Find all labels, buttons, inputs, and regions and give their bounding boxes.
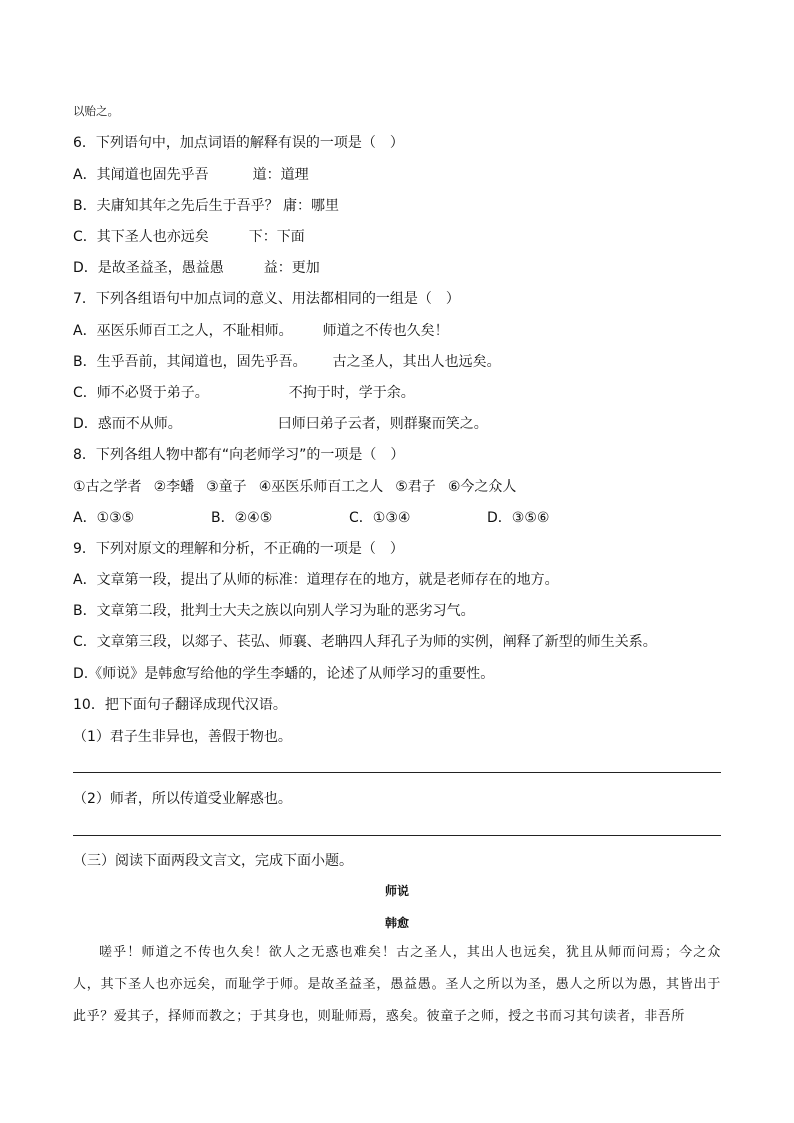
q7-option-d (73, 414, 488, 434)
q7-a-left: A．巫医乐师百工之人，不耻相师。 (73, 323, 293, 339)
q6-a-explain: 道：道理 (252, 167, 309, 183)
q6-option-d (73, 258, 320, 278)
passage-title: 师说 (384, 884, 409, 898)
q7-c-right: 不拘于时，学于余。 (288, 385, 415, 401)
q6-d-explain: 益：更加 (263, 260, 320, 276)
q10-sentence-1: （1）君子生非异也，善假于物也。 (73, 729, 292, 745)
q6-option-a (73, 165, 309, 185)
q7-d-left: D．惑而不从师。 (73, 416, 182, 432)
q6-c-explain: 下：下面 (248, 229, 305, 245)
q8-option-d: D．③⑤⑥ (487, 510, 550, 526)
q8-stem: 8．下列各组人物中都有“向老师学习”的一项是（ ） (73, 447, 405, 463)
passage-text: 嗟乎！师道之不传也久矣！欲人之无惑也难矣！古之圣人，其出人也远矣，犹且从师而问焉；今之众人，其下圣人也亦远矣，而耻学于师。是故圣益圣，愚益愚。圣人之所以为圣，愚人之所以为愚，其皆出于此乎？爱其子，择师而教之；于其身也，则耻师焉，惑矣。彼童子之师，授之书而习其句读者，非吾所 (73, 945, 721, 1024)
q8-item-6: ⑥今之众人 (447, 479, 517, 495)
q7-d-right: 曰师曰弟子云者，则群聚而笑之。 (277, 416, 488, 432)
q8-option-c: C．①③④ (349, 510, 411, 526)
q9-option-a: A．文章第一段，提出了从师的标准：道理存在的地方，就是老师存在的地方。 (73, 572, 559, 588)
q10-answer-line-2[interactable] (73, 835, 721, 836)
q9-option-d: D.《师说》是韩愈写给他的学生李蟠的，论述了从师学习的重要性。 (73, 666, 495, 682)
q7-a-right: 师道之不传也久矣！ (322, 323, 449, 339)
q7-option-a (73, 321, 449, 341)
q8-option-b: B．②④⑤ (211, 510, 273, 526)
q10-answer-line-1[interactable] (73, 772, 721, 773)
q6-option-c (73, 227, 305, 247)
q8-item-1: ①古之学者 (73, 479, 142, 495)
q10-sentence-2: （2）师者，所以传道受业解惑也。 (73, 791, 292, 807)
q8-options (73, 508, 549, 528)
q6-option-b: B．夫庸知其年之先后生于吾乎？ 庸：哪里 (73, 198, 340, 214)
q6-a-sentence: A．其闻道也固先乎吾 (73, 167, 209, 183)
q6-stem: 6．下列语句中，加点词语的解释有误的一项是（ ） (73, 135, 404, 151)
q8-item-3: ③童子 (206, 479, 247, 495)
q6-d-sentence: D．是故圣益圣，愚益愚 (73, 260, 224, 276)
q10-stem: 10．把下面句子翻译成现代汉语。 (73, 697, 287, 713)
q6-c-sentence: C．其下圣人也亦远矣 (73, 229, 209, 245)
q7-b-right: 古之圣人，其出人也远矣。 (332, 354, 501, 370)
q9-stem: 9．下列对原文的理解和分析，不正确的一项是（ ） (73, 541, 404, 557)
section3-intro: （三）阅读下面两段文言文，完成下面小题。 (73, 853, 353, 869)
passage-author: 韩愈 (384, 916, 409, 930)
q9-option-c: C．文章第三段，以郯子、苌弘、师襄、老聃四人拜孔子为师的实例，阐释了新型的师生关系。 (73, 634, 657, 650)
q7-stem: 7．下列各组语句中加点词的意义、用法都相同的一组是（ ） (73, 291, 460, 307)
q8-item-5: ⑤君子 (395, 479, 436, 495)
q8-option-a: A．①③⑤ (73, 510, 135, 526)
top-fragment: 以贻之。 (73, 104, 119, 118)
q9-option-b: B．文章第二段，批判士大夫之族以向别人学习为耻的恶劣习气。 (73, 603, 475, 619)
q7-option-c (73, 383, 415, 403)
q8-items (73, 477, 516, 497)
q8-item-4: ④巫医乐师百工之人 (258, 479, 384, 495)
q7-option-b (73, 352, 501, 372)
q7-b-left: B．生乎吾前，其闻道也，固先乎吾。 (73, 354, 307, 370)
q8-item-2: ②李蟠 (153, 479, 195, 495)
q7-c-left: C．师不必贤于弟子。 (73, 385, 209, 401)
